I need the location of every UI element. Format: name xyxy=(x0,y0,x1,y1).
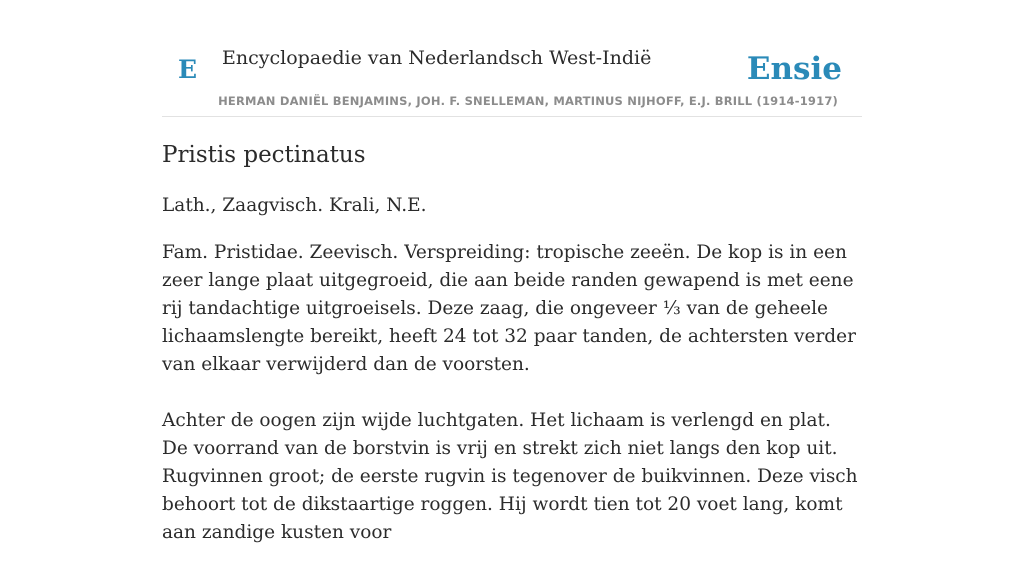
book-title[interactable]: Encyclopaedie van Nederlandsch West-Indië xyxy=(222,47,652,69)
article-paragraph: Achter de oogen zijn wijde luchtgaten. Het lichaam is verlengd en plat. De voorrand van de borstvin is vrij en strekt zich niet langs den kop uit. Rugvinnen groot; de eerste rugvin is tegenover de buikvinnen. Deze visch behoort tot de dikstaartige roggen. Hij wordt tien tot 20 voet lang, komt aan zandige kusten voor xyxy=(162,410,858,543)
ensie-logo[interactable]: Ensie xyxy=(746,51,842,87)
article-synonyms: Lath., Zaagvisch. Krali, N.E. xyxy=(162,195,427,216)
header xyxy=(162,0,862,117)
article-body xyxy=(162,239,862,575)
page xyxy=(162,0,862,543)
authors-line: HERMAN DANIËL BENJAMINS, JOH. F. SNELLEMAN, MARTINUS NIJHOFF, E.J. BRILL (1914-1917) xyxy=(218,94,838,108)
article-paragraph: Fam. Pristidae. Zeevisch. Verspreiding: tropische zeeën. De kop is in een zeer lange plaat uitgegroeid, die aan beide randen gewapend is met eene rij tandachtige uitgroeisels. Deze zaag, die ongeveer ⅓ van de geheele lichaamslengte bereikt, heeft 24 tot 32 paar tanden, de achtersten verder van elkaar verwijderd dan de voorsten. xyxy=(162,242,856,375)
article-title: Pristis pectinatus xyxy=(162,142,366,168)
letter-e-icon[interactable]: E xyxy=(178,55,198,84)
